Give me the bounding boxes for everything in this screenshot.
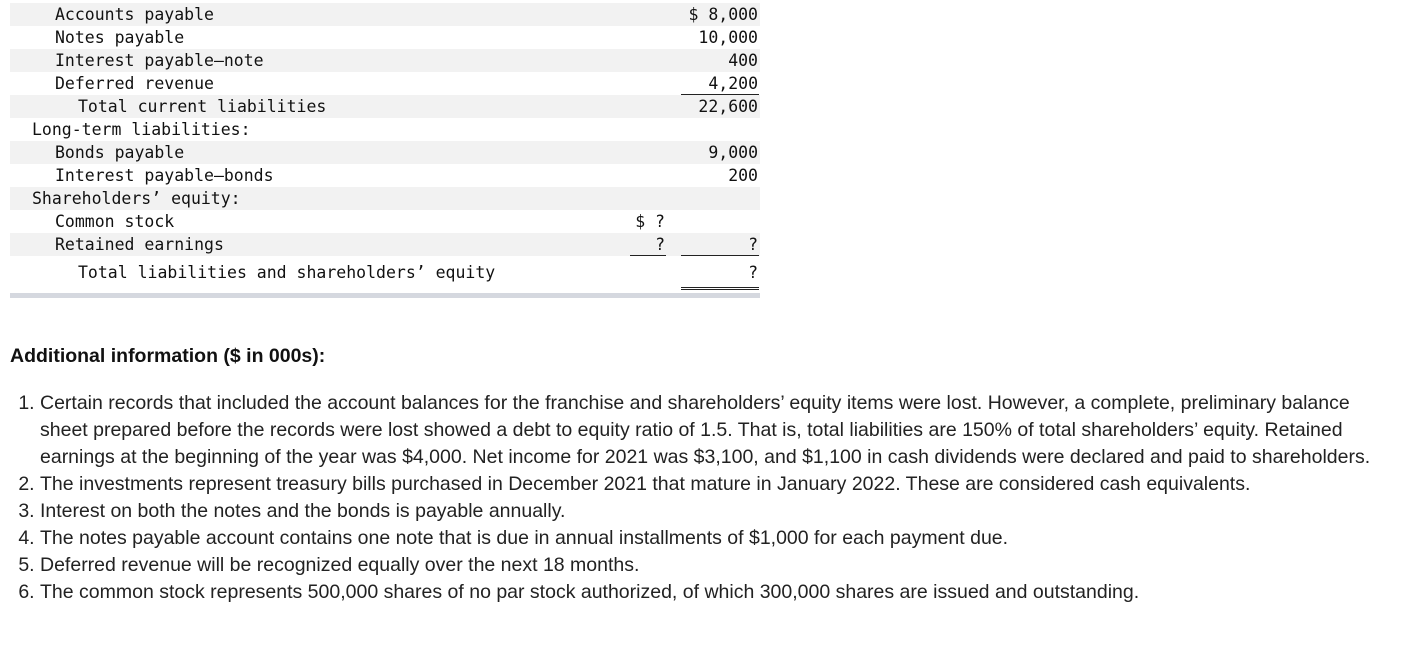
amount-cell: 4,200 xyxy=(681,72,759,95)
table-row xyxy=(10,233,760,256)
table-row xyxy=(10,187,760,210)
list-item: 3. Interest on both the notes and the bonds is payable annually. xyxy=(40,498,1395,525)
table-row xyxy=(10,210,760,233)
row-label: Accounts payable xyxy=(55,5,214,24)
table-row xyxy=(10,95,760,118)
table-bottom-rule xyxy=(10,293,760,298)
amount-cell: ? xyxy=(681,256,759,290)
row-label: Deferred revenue xyxy=(55,74,214,93)
amount-cell: 400 xyxy=(728,51,758,70)
row-label: Total current liabilities xyxy=(78,97,327,116)
amount-cell: ? xyxy=(681,233,759,256)
list-item: 5. Deferred revenue will be recognized equally over the next 18 months. xyxy=(40,552,1395,579)
section-heading: Shareholders’ equity: xyxy=(32,189,241,208)
table-row xyxy=(10,3,760,26)
amount-cell: 22,600 xyxy=(698,97,758,116)
table-row xyxy=(10,118,760,141)
section-heading: Long-term liabilities: xyxy=(32,120,251,139)
table-row xyxy=(10,26,760,49)
amount-cell: 9,000 xyxy=(708,143,758,162)
table-row xyxy=(10,141,760,164)
row-label: Interest payable—note xyxy=(55,51,264,70)
list-item: 6. The common stock represents 500,000 shares of no par stock authorized, of which 300,000 shares are issued and outstanding. xyxy=(40,579,1395,606)
amount-cell: $ ? xyxy=(635,212,665,231)
additional-information xyxy=(10,345,1395,606)
row-label: Bonds payable xyxy=(55,143,185,162)
amount-cell: 200 xyxy=(728,166,758,185)
table-row xyxy=(10,164,760,187)
list-item: 1. Certain records that included the account balances for the franchise and shareholders’ equity items were lost. However, a complete, preliminary balance sheet prepared before the records were lost showed a debt to equity ratio of 1.5. That is, total liabilities are 150% of total shareholders’ equity. Retained earnings at the beginning of the year was $4,000. Net income for 2021 was $3,100, and $1,100 in cash dividends were declared and paid to shareholders. xyxy=(40,390,1395,471)
table-row xyxy=(10,72,760,95)
balance-sheet-table xyxy=(10,3,760,298)
info-list xyxy=(10,390,1395,606)
table-row xyxy=(10,49,760,72)
row-label: Notes payable xyxy=(55,28,185,47)
section-heading: Additional information ($ in 000s): xyxy=(10,345,326,367)
amount-cell: $ 8,000 xyxy=(688,5,758,24)
row-label: Common stock xyxy=(55,212,175,231)
list-item: 4. The notes payable account contains one note that is due in annual installments of $1,000 for each payment due. xyxy=(40,525,1395,552)
row-label: Retained earnings xyxy=(55,235,224,254)
amount-cell: ? xyxy=(630,233,666,256)
list-item: 2. The investments represent treasury bills purchased in December 2021 that mature in January 2022. These are considered cash equivalents. xyxy=(40,471,1395,498)
table-row xyxy=(10,256,760,290)
row-label: Total liabilities and shareholders’ equity xyxy=(78,263,496,282)
amount-cell: 10,000 xyxy=(698,28,758,47)
row-label: Interest payable—bonds xyxy=(55,166,274,185)
